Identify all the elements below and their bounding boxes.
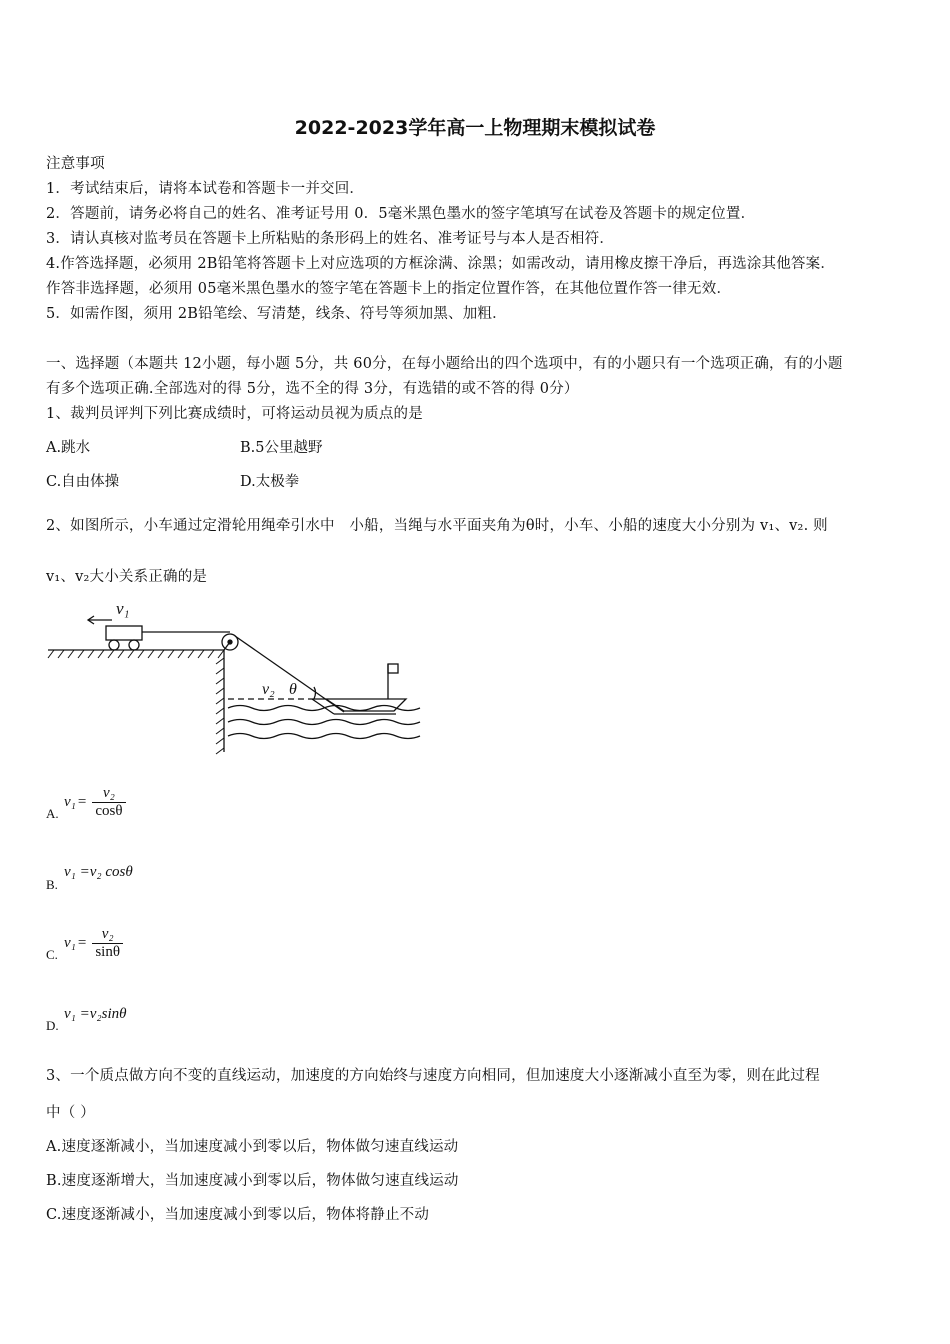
label-v1: v₁ (116, 599, 130, 618)
q3-option-b: B.速度逐渐增大，当加速度减小到零以后，物体做匀速直线运动 (46, 1173, 459, 1189)
q2-option-c-formula (64, 926, 123, 961)
formula-numerator: v₂ (92, 926, 123, 944)
section-heading-line2: 有多个选项正确.全部选对的得 5分，选不全的得 3分，有选错的或不答的得 0分） (46, 381, 579, 397)
q1-stem: 1、裁判员评判下列比赛成绩时，可将运动员视为质点的是 (46, 406, 423, 422)
notice-item: 1．考试结束后，请将本试卷和答题卡一并交回． (46, 181, 365, 197)
q2-option-b-letter: B. (46, 877, 58, 892)
formula-eq: = (77, 934, 87, 951)
notice-item: 3．请认真核对监考员在答题卡上所粘贴的条形码上的姓名、准考证号与本人是否相符． (46, 231, 615, 247)
label-theta: θ (289, 681, 297, 698)
formula-denominator: cosθ (95, 803, 123, 819)
cart-wheel (129, 640, 139, 650)
q2-option-a-letter: A. (46, 806, 59, 821)
boat-flag (388, 664, 398, 673)
formula-lhs: v₁ (64, 934, 76, 951)
cart-body (106, 626, 142, 640)
water-wave (228, 734, 420, 739)
q2-stem-line1: 2、如图所示，小车通过定滑轮用绳牵引水中 小船，当绳与水平面夹角为θ时，小车、小船的速度大小分别为 v₁、v₂. 则 (46, 518, 828, 534)
q3-option-c: C.速度逐渐减小，当加速度减小到零以后，物体将静止不动 (46, 1207, 430, 1223)
notice-heading: 注意事项 (46, 156, 105, 172)
cart-wheel (109, 640, 119, 650)
q2-option-c-letter: C. (46, 947, 58, 962)
formula-eq: = (77, 793, 87, 810)
q2-option-d-letter: D. (46, 1018, 59, 1033)
pulley-boat-figure (44, 592, 429, 757)
section-heading-line1: 一、选择题（本题共 12小题，每小题 5分，共 60分，在每小题给出的四个选项中，有的小题只有一个选项正确，有的小题 (46, 356, 843, 372)
notice-item: 作答非选择题，必须用 05毫米黑色墨水的签字笔在答题卡上的指定位置作答，在其他位置作答一律无效． (46, 281, 732, 297)
notice-item: 5．如需作图，须用 2B铅笔绘、写清楚，线条、符号等须加黑、加粗． (46, 306, 507, 322)
water-wave (228, 706, 420, 711)
q1-option-a: A.跳水 (46, 440, 91, 456)
q2-stem-line2: v₁、v₂大小关系正确的是 (46, 569, 208, 585)
q2-option-d-formula: v₁ =v₂sinθ (64, 1006, 127, 1022)
formula-lhs: v₁ (64, 793, 76, 810)
q1-option-c: C.自由体操 (46, 474, 120, 490)
page-title: 2022-2023学年高一上物理期末模拟试卷 (294, 117, 656, 139)
q2-option-a-formula (64, 785, 126, 820)
q3-stem-line1: 3、一个质点做方向不变的直线运动，加速度的方向始终与速度方向相同，但加速度大小逐渐减小直至为零，则在此过程 (46, 1068, 820, 1084)
q3-stem-line2: 中（ ） (46, 1105, 95, 1121)
notice-item: 4.作答选择题，必须用 2B铅笔将答题卡上对应选项的方框涂满、涂黑；如需改动，请用橡皮擦干净后，再选涂其他答案． (46, 256, 836, 272)
q1-option-b: B.5公里越野 (240, 440, 323, 456)
notice-item: 2．答题前，请务必将自己的姓名、准考证号用 0．5毫米黑色墨水的签字笔填写在试卷及答题卡的规定位置． (46, 206, 756, 222)
q3-option-a: A.速度逐渐减小，当加速度减小到零以后，物体做匀速直线运动 (46, 1139, 459, 1155)
ground-hatching (48, 650, 224, 658)
q2-option-b-formula: v₁ =v₂ cosθ (64, 864, 133, 880)
water-wave (228, 720, 420, 725)
formula-numerator: v₂ (92, 785, 125, 803)
theta-arc (314, 687, 316, 699)
wall-hatching (216, 658, 224, 754)
label-v2: v₂ (262, 681, 275, 698)
formula-denominator: sinθ (95, 944, 121, 960)
q1-option-d: D.太极拳 (240, 474, 300, 490)
